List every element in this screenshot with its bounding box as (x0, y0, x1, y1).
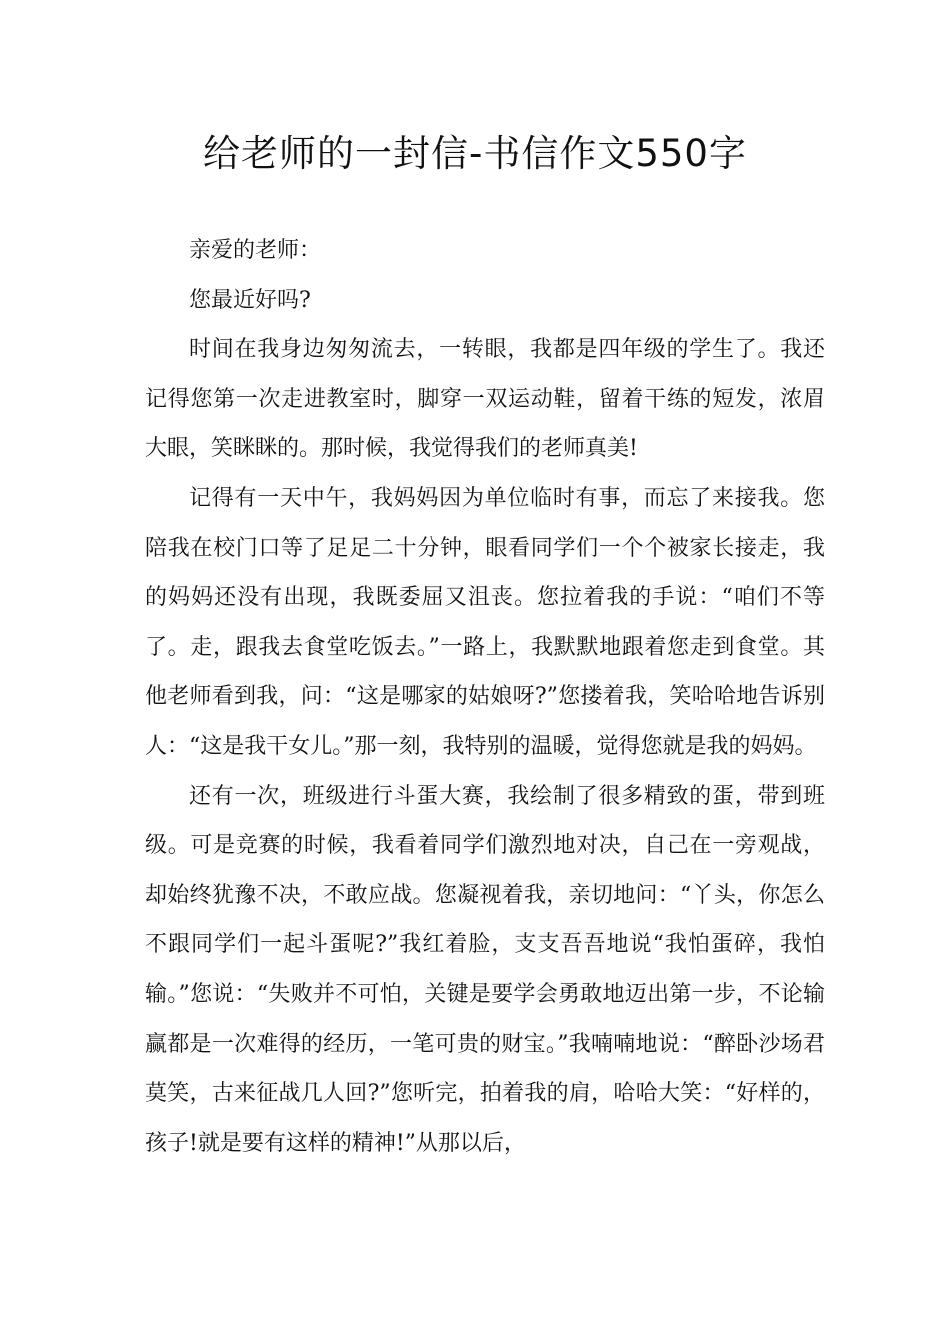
paragraph-first-impression: 时间在我身边匆匆流去，一转眼，我都是四年级的学生了。我还记得您第一次走进教室时，脚穿一双运动鞋，留着干练的短发，浓眉大眼，笑眯眯的。那时候，我觉得我们的老师真美! (145, 337, 825, 462)
paragraph-lunch-memory: 记得有一天中午，我妈妈因为单位临时有事，而忘了来接我。您陪我在校门口等了足足二十分钟，眼看同学们一个个被家长接走，我的妈妈还没有出现，我既委屈又沮丧。您拉着我的手说：“咱们不等了。走，跟我去食堂吃饭去。”一路上，我默默地跟着您走到食堂。其他老师看到我，问：“这是哪家的姑娘呀?”您搂着我，笑哈哈地告诉别人：“这是我干女儿。”那一刻，我特别的温暖，觉得您就是我的妈妈。 (145, 485, 825, 759)
paragraph-egg-contest: 还有一次，班级进行斗蛋大赛，我绘制了很多精致的蛋，带到班级。可是竞赛的时候，我看着同学们激烈地对决，自己在一旁观战，却始终犹豫不决，不敢应战。您凝视着我，亲切地问：“丫头，你怎么不跟同学们一起斗蛋呢?”我红着脸，支支吾吾地说“我怕蛋碎，我怕输。”您说：“失败并不可怕，关键是要学会勇敢地迈出第一步，不论输赢都是一次难得的经历，一笔可贵的财宝。”我喃喃地说：“醉卧沙场君莫笑，古来征战几人回?”您听完，拍着我的肩，哈哈大笑：“好样的，孩子!就是要有这样的精神!”从那以后， (145, 783, 825, 1156)
greeting-line: 您最近好吗? (189, 287, 311, 313)
salutation: 亲爱的老师： (189, 238, 322, 263)
letter-body (145, 226, 825, 1168)
document-title: 给老师的一封信-书信作文550字 (203, 132, 747, 175)
